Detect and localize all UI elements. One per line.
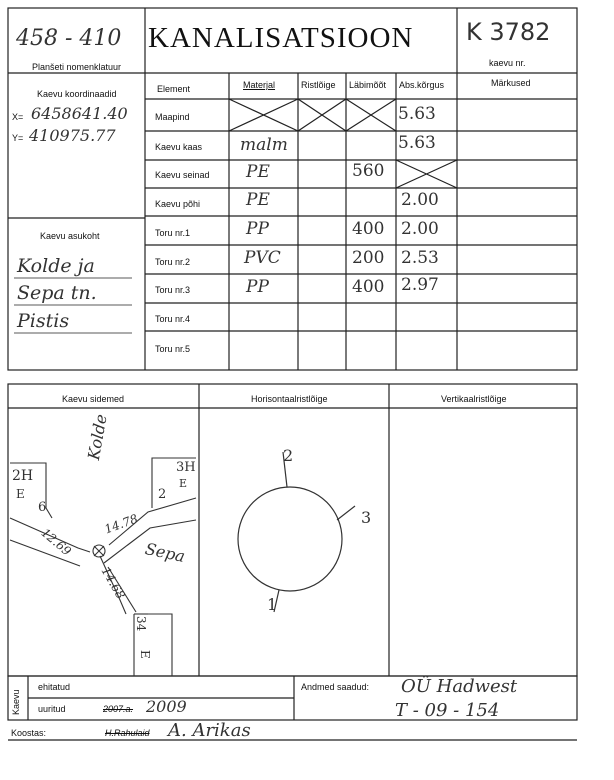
well-number-label: kaevu nr. (489, 58, 526, 68)
row-element: Kaevu põhi (155, 199, 201, 209)
th-cross-section: Ristlõige (301, 80, 336, 90)
compiler-old: H.Rahulaid (105, 728, 150, 738)
street-label-kolde: Kolde (84, 412, 111, 462)
y-coordinate: 410975.77 (29, 126, 116, 145)
surveyed-year: 2009 (146, 697, 187, 716)
well-number: K 3782 (466, 18, 551, 46)
distance-1: 14.78 (102, 511, 140, 537)
row-element: Maapind (155, 112, 190, 122)
data-from-doc-number: T - 09 - 154 (395, 700, 500, 721)
location-label: Kaevu asukoht (40, 231, 100, 241)
building-3-e: E (138, 650, 152, 659)
distance-3: 14.68 (98, 564, 128, 602)
compiler-new: A. Arikas (168, 720, 251, 741)
y-prefix: Y= (12, 133, 24, 143)
row-abs: 5.63 (398, 104, 436, 124)
row-diameter: 560 (352, 161, 385, 181)
row-abs: 2.53 (401, 248, 439, 268)
row-element: Toru nr.5 (155, 344, 191, 354)
th-remarks: Märkused (491, 78, 531, 88)
ties-section-title: Kaevu sidemed (62, 394, 125, 404)
location-line-1: Kolde ja (17, 255, 95, 277)
row-diameter: 400 (352, 277, 385, 297)
distance-2: 12.69 (38, 525, 74, 559)
coords-label: Kaevu koordinaadid (37, 89, 117, 99)
compiled-label: Koostas: (11, 728, 47, 738)
built-label: ehitatud (38, 682, 71, 692)
row-element: Toru nr.3 (155, 285, 191, 295)
th-diameter: Läbimõõt (349, 80, 387, 90)
pipe-label-3: 3 (361, 508, 372, 527)
row-diameter: 200 (352, 248, 385, 268)
row-material: PP (246, 219, 269, 239)
street-label-sepa: Sepa (143, 539, 187, 566)
building-1-number: 6 (38, 500, 47, 515)
page-title: KANALISATSIOON (148, 22, 414, 54)
data-from-label: Andmed saadud: (301, 682, 370, 692)
row-abs: 2.00 (401, 219, 439, 239)
row-abs: 2.97 (401, 275, 439, 295)
pipe-label-1: 1 (267, 595, 278, 614)
row-element: Kaevu seinad (155, 170, 210, 180)
location-line-3: Pistis (17, 310, 70, 332)
row-abs: 5.63 (398, 133, 436, 153)
sheet-label: Planšeti nomenklatuur (32, 62, 122, 72)
row-element: Toru nr.2 (155, 257, 191, 267)
footer-kaevu-label: Kaevu (11, 689, 21, 715)
row-material: PE (246, 190, 270, 210)
row-abs: 2.00 (401, 190, 439, 210)
row-element: Toru nr.4 (155, 314, 191, 324)
surveyed-old-year: 2007.a. (103, 704, 134, 714)
building-2-floors: 3H (176, 460, 196, 475)
horizontal-section-title: Horisontaalristlõige (251, 394, 328, 404)
sheet-number: 458 - 410 (16, 26, 122, 51)
row-element: Toru nr.1 (155, 228, 191, 238)
pipe-label-2: 2 (283, 446, 294, 465)
building-2-number: 2 (158, 487, 167, 502)
data-from-company: OÜ Hadwest (401, 676, 518, 697)
building-1-e: E (16, 487, 25, 501)
row-element: Kaevu kaas (155, 142, 203, 152)
row-material: PE (246, 162, 270, 182)
row-material: PVC (244, 248, 281, 268)
th-abs-height: Abs.kõrgus (399, 80, 445, 90)
th-material: Materjal (243, 80, 276, 90)
horizontal-section-drawing (238, 452, 355, 612)
location-line-2: Sepa tn. (17, 282, 97, 304)
th-element: Element (157, 84, 191, 94)
vertical-section-title: Vertikaalristlõige (441, 394, 507, 404)
surveyed-label: uuritud (38, 704, 66, 714)
ties-sketch (10, 458, 196, 676)
x-prefix: X= (12, 112, 24, 122)
x-coordinate: 6458641.40 (31, 104, 128, 123)
building-2-e: E (179, 477, 188, 490)
row-diameter: 400 (352, 219, 385, 239)
building-3-number: 34 (134, 616, 148, 632)
row-material: PP (246, 277, 269, 297)
row-material: malm (240, 135, 288, 155)
building-1-floors: 2H (12, 468, 34, 484)
